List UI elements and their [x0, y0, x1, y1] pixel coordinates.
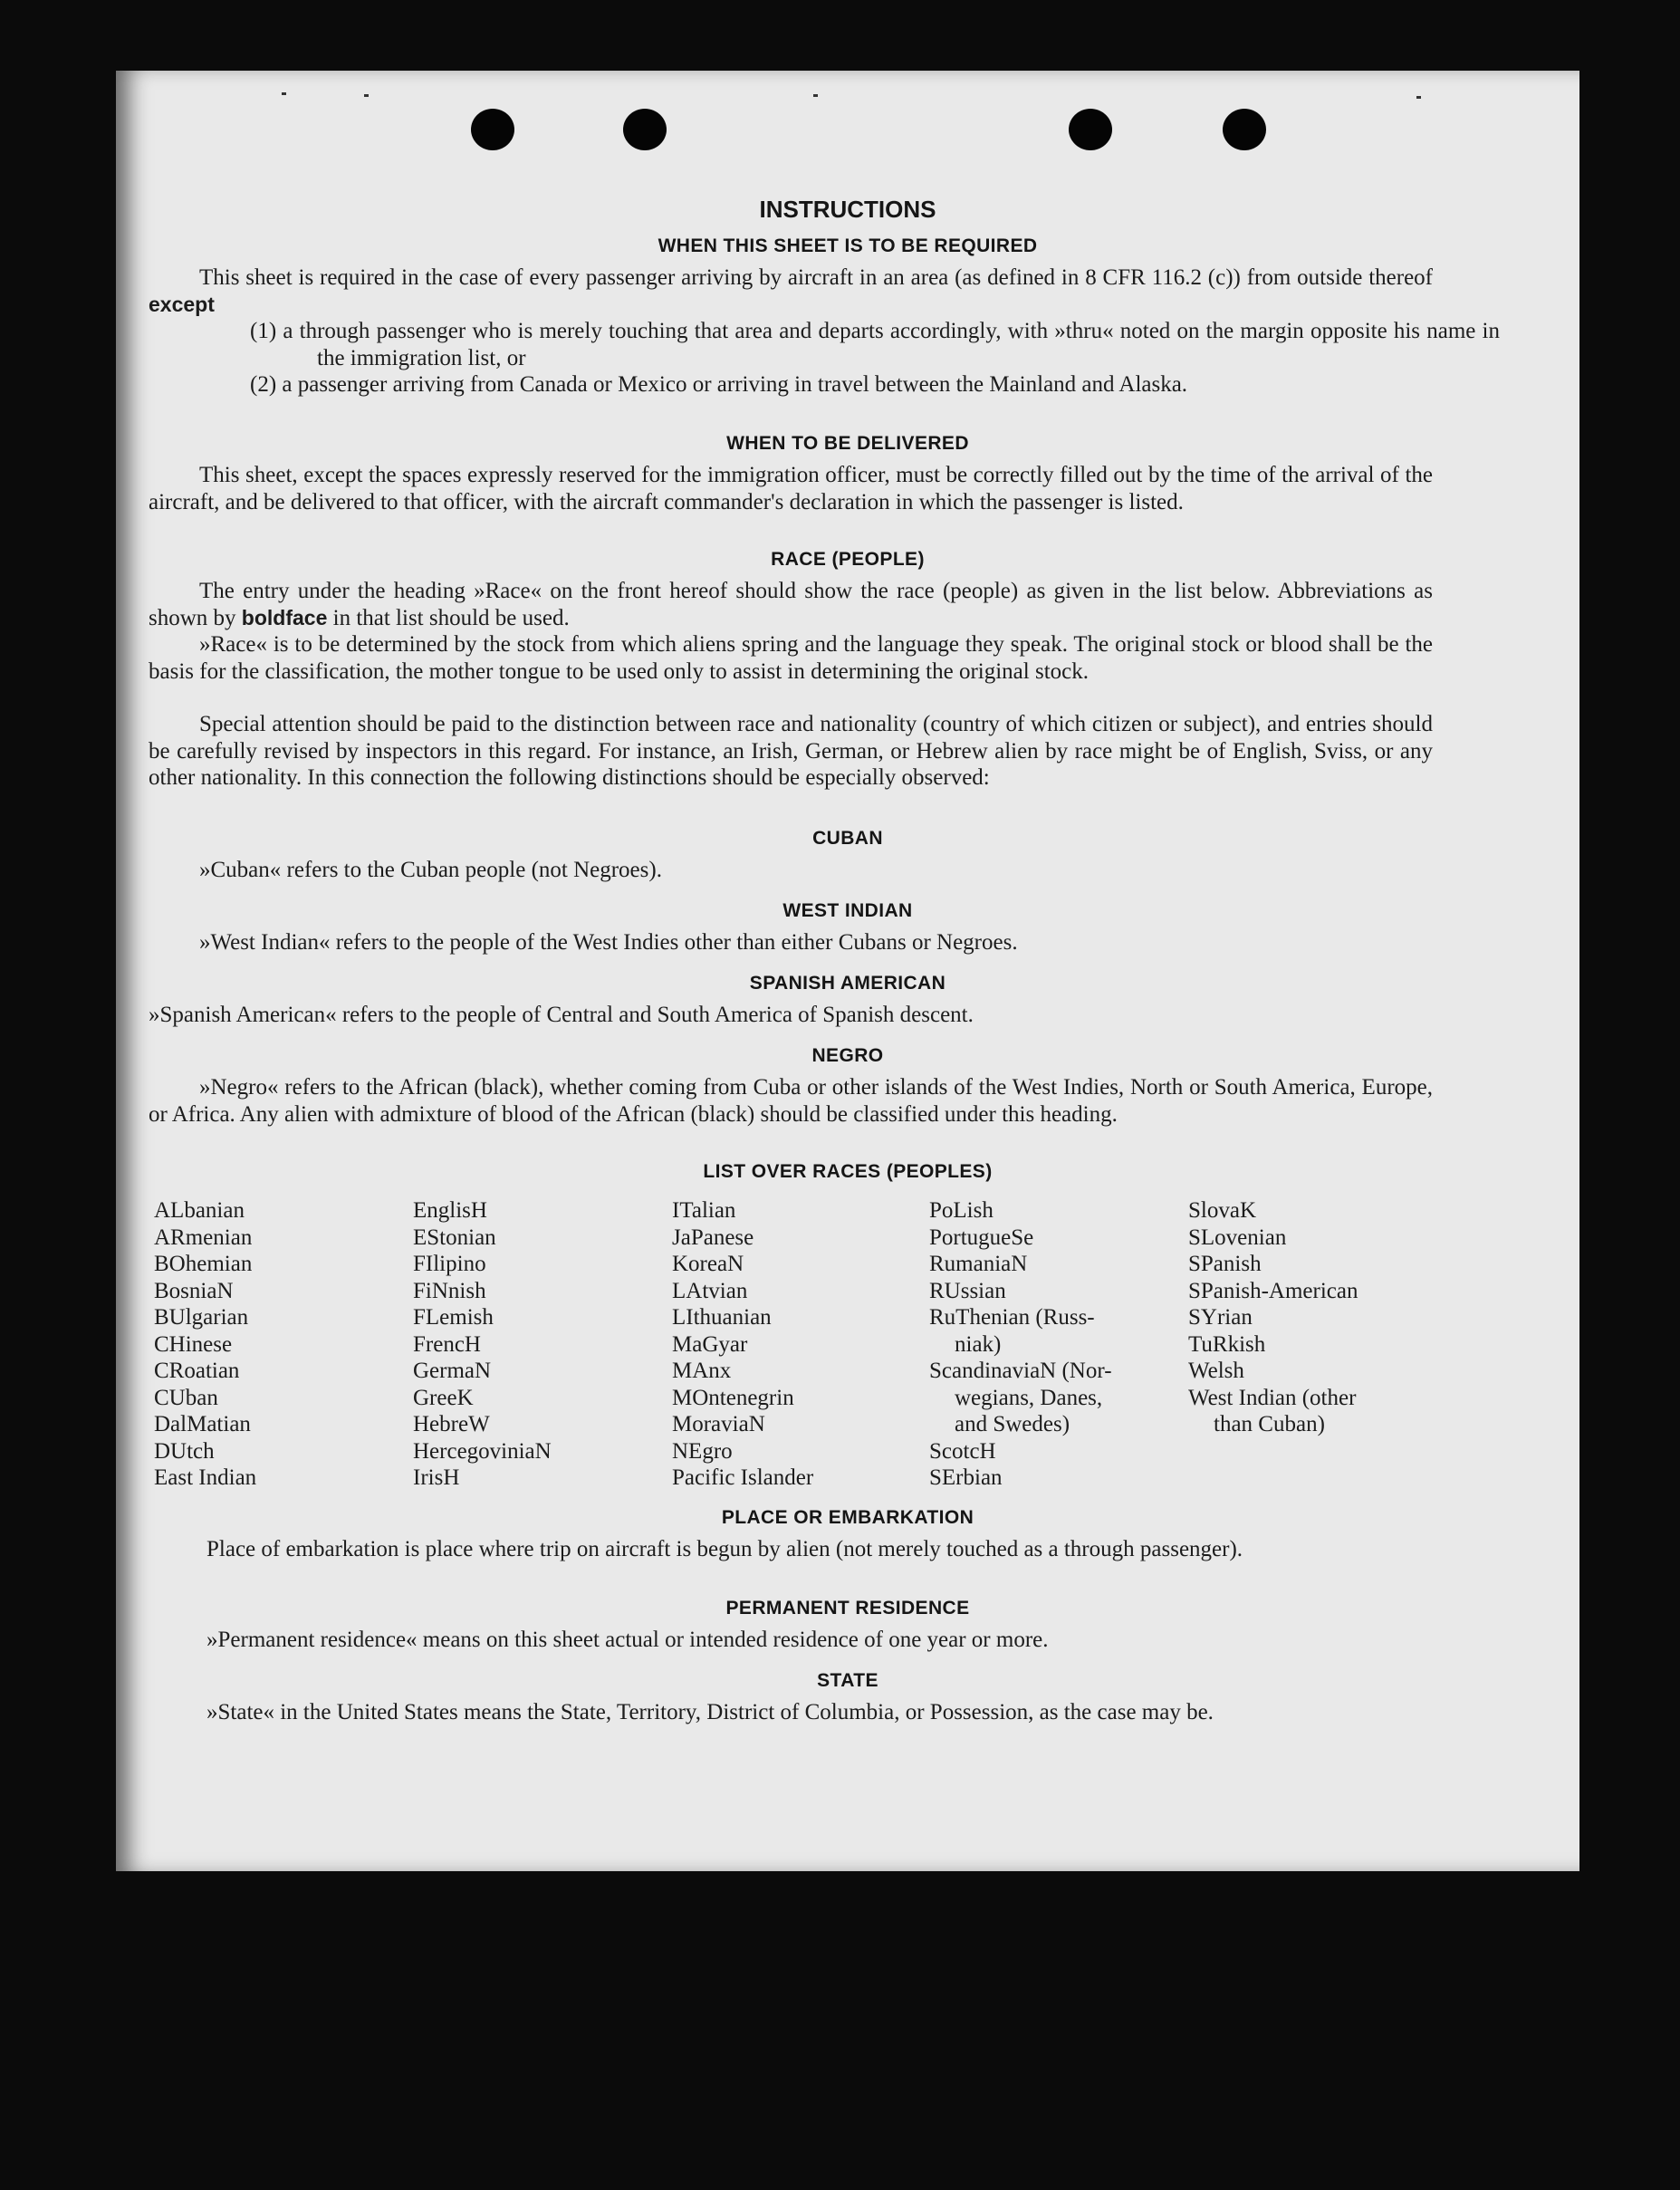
race-entry: TuRkish [1188, 1331, 1266, 1357]
race-entry: FIlipino [413, 1252, 486, 1276]
race-p1-text: The entry under the heading »Race« on the front hereof should show the race (people) as given in the list below. Abbreviations as shown by [149, 579, 1433, 630]
section-heading-state: STATE [817, 1670, 878, 1691]
section-heading-spanish-american: SPANISH AMERICAN [749, 973, 946, 994]
race-entry: JaPanese [672, 1225, 754, 1250]
section-heading-negro: NEGRO [811, 1045, 884, 1066]
race-entry: NEgro [672, 1438, 733, 1464]
dust-speck [282, 92, 286, 95]
document-page [116, 71, 1579, 1871]
page-title: INSTRUCTIONS [759, 196, 936, 223]
spanish-american-paragraph: »Spanish American« refers to the people of Central and South America of Spanish descent. [149, 1003, 974, 1027]
race-entry: FiNnish [413, 1278, 486, 1303]
race-entry: FLemish [413, 1305, 494, 1330]
race-entry: GermaN [413, 1359, 492, 1383]
race-entry: DalMatian [154, 1412, 251, 1436]
race-entry: HercegoviniaN [413, 1438, 552, 1464]
race-entry: ScandinaviaN (Nor- [929, 1359, 1112, 1383]
punch-hole [1069, 109, 1112, 150]
section-heading-permanent-residence: PERMANENT RESIDENCE [725, 1598, 970, 1618]
race-entry: MOntenegrin [672, 1385, 794, 1410]
race-entry: MAnx [672, 1359, 732, 1383]
race-entry: CUban [154, 1385, 218, 1410]
punch-hole [471, 109, 514, 150]
race-entry: BUlgarian [154, 1305, 249, 1330]
section-heading-race: RACE (PEOPLE) [771, 549, 925, 570]
race-entry: Welsh [1188, 1359, 1244, 1383]
race-entry: EnglisH [413, 1198, 487, 1223]
race-entry: RUssian [929, 1278, 1006, 1303]
race-paragraph-2: »Race« is to be determined by the stock from which aliens spring and the language they speak. The original stock or blood shall be the basis for the classification, the mother tongue to be used only to assist in determining the original stock. [149, 632, 1433, 684]
race-entry: PortugueSe [929, 1225, 1034, 1250]
race-entry: KoreaN [672, 1252, 744, 1276]
negro-paragraph: »Negro« refers to the African (black), whether coming from Cuba or other islands of the West Indies, North or South America, Europe, or Africa. Any alien with admixture of blood of the African (black) should be classified under this heading. [149, 1075, 1433, 1127]
section-heading-races-list: LIST OVER RACES (PEOPLES) [703, 1161, 993, 1182]
exception-item-2: (2) a passenger arriving from Canada or Mexico or arriving in travel between the Mainland and Alaska. [250, 372, 1188, 397]
race-entry: ITalian [672, 1198, 736, 1223]
race-entry-continued: wegians, Danes, [955, 1385, 1103, 1410]
when-required-paragraph [149, 264, 1433, 318]
race-entry: HebreW [413, 1412, 490, 1436]
race-paragraph-3: Special attention should be paid to the distinction between race and nationality (country of which citizen or subject), and entries should be carefully revised by inspectors in this regard. For instance, an Irish, German, or Hebrew alien by race might be of English, Sviss, or any other nationality. In this connection the following distinctions should be especially observed: [149, 712, 1433, 790]
state-paragraph: »State« in the United States means the State, Territory, District of Columbia, or Possession, as the case may be. [206, 1700, 1214, 1724]
race-entry: Pacific Islander [672, 1465, 814, 1490]
race-entry: SErbian [929, 1465, 1003, 1490]
race-entry-continued: and Swedes) [955, 1412, 1070, 1436]
race-entry: PoLish [929, 1198, 994, 1223]
dust-speck [1416, 96, 1421, 99]
races-column-3 [672, 1197, 926, 1492]
race-entry: FrencH [413, 1331, 481, 1357]
race-entry: MaGyar [672, 1331, 748, 1357]
dust-speck [813, 94, 818, 97]
when-delivered-paragraph: This sheet, except the spaces expressly reserved for the immigration officer, must be correctly filled out by the time of the arrival of the aircraft, and be delivered to that officer, with the aircraft commander's declaration in which the passenger is listed. [149, 463, 1433, 514]
west-indian-paragraph: »West Indian« refers to the people of the West Indies other than either Cubans or Negroes. [199, 930, 1018, 955]
races-column-5 [1188, 1197, 1442, 1438]
race-entry: RumaniaN [929, 1252, 1028, 1276]
race-entry: MoraviaN [672, 1412, 765, 1436]
race-entry: BosniaN [154, 1278, 234, 1303]
race-entry: LAtvian [672, 1278, 748, 1303]
race-entry: SPanish [1188, 1252, 1262, 1276]
race-entry: ScotcH [929, 1438, 996, 1464]
punch-hole [1223, 109, 1266, 150]
race-p1-end: in that list should be used. [332, 605, 570, 630]
race-entry: CRoatian [154, 1359, 240, 1383]
exception-item-1: (1) a through passenger who is merely touching that area and departs accordingly, with »thru« noted on the margin opposite his name in the immigration list, or [250, 319, 1500, 370]
race-entry: EStonian [413, 1225, 496, 1250]
race-entry: ALbanian [154, 1198, 245, 1223]
race-entry: SYrian [1188, 1305, 1253, 1330]
race-entry: ARmenian [154, 1225, 253, 1250]
except-word: except [149, 292, 215, 316]
race-entry-continued: than Cuban) [1214, 1412, 1325, 1436]
races-column-2 [413, 1197, 667, 1492]
cuban-paragraph: »Cuban« refers to the Cuban people (not Negroes). [199, 858, 662, 882]
race-entry: IrisH [413, 1465, 460, 1490]
section-heading-cuban: CUBAN [812, 828, 883, 849]
section-heading-west-indian: WEST INDIAN [782, 900, 913, 921]
race-paragraph-1 [149, 578, 1433, 631]
races-column-1 [154, 1197, 408, 1492]
race-entry: RuThenian (Russ- [929, 1305, 1095, 1330]
section-heading-when-delivered: WHEN TO BE DELIVERED [726, 433, 969, 454]
race-entry-continued: niak) [955, 1331, 1002, 1357]
race-entry: SPanish-American [1188, 1278, 1358, 1303]
race-entry: SLovenian [1188, 1225, 1287, 1250]
race-entry: West Indian (other [1188, 1385, 1357, 1410]
race-entry: East Indian [154, 1465, 257, 1490]
race-entry: LIthuanian [672, 1305, 772, 1330]
section-heading-when-required: WHEN THIS SHEET IS TO BE REQUIRED [658, 235, 1038, 256]
embarkation-paragraph: Place of embarkation is place where trip on aircraft is begun by alien (not merely touched as a through passenger). [206, 1537, 1243, 1561]
residence-paragraph: »Permanent residence« means on this sheet actual or intended residence of one year or more. [206, 1628, 1049, 1652]
races-column-4 [929, 1197, 1183, 1492]
race-entry: BOhemian [154, 1252, 253, 1276]
race-entry: CHinese [154, 1331, 233, 1357]
punch-hole [623, 109, 667, 150]
boldface-word: boldface [241, 605, 328, 629]
dust-speck [364, 94, 369, 97]
race-entry: GreeK [413, 1385, 474, 1410]
when-required-intro: This sheet is required in the case of every passenger arriving by aircraft in an area (as defined in 8 CFR 116.2 (c)) from outside thereof [199, 265, 1433, 290]
section-heading-embarkation: PLACE OR EMBARKATION [721, 1507, 974, 1528]
race-entry: DUtch [154, 1438, 215, 1464]
race-entry: SlovaK [1188, 1198, 1256, 1223]
